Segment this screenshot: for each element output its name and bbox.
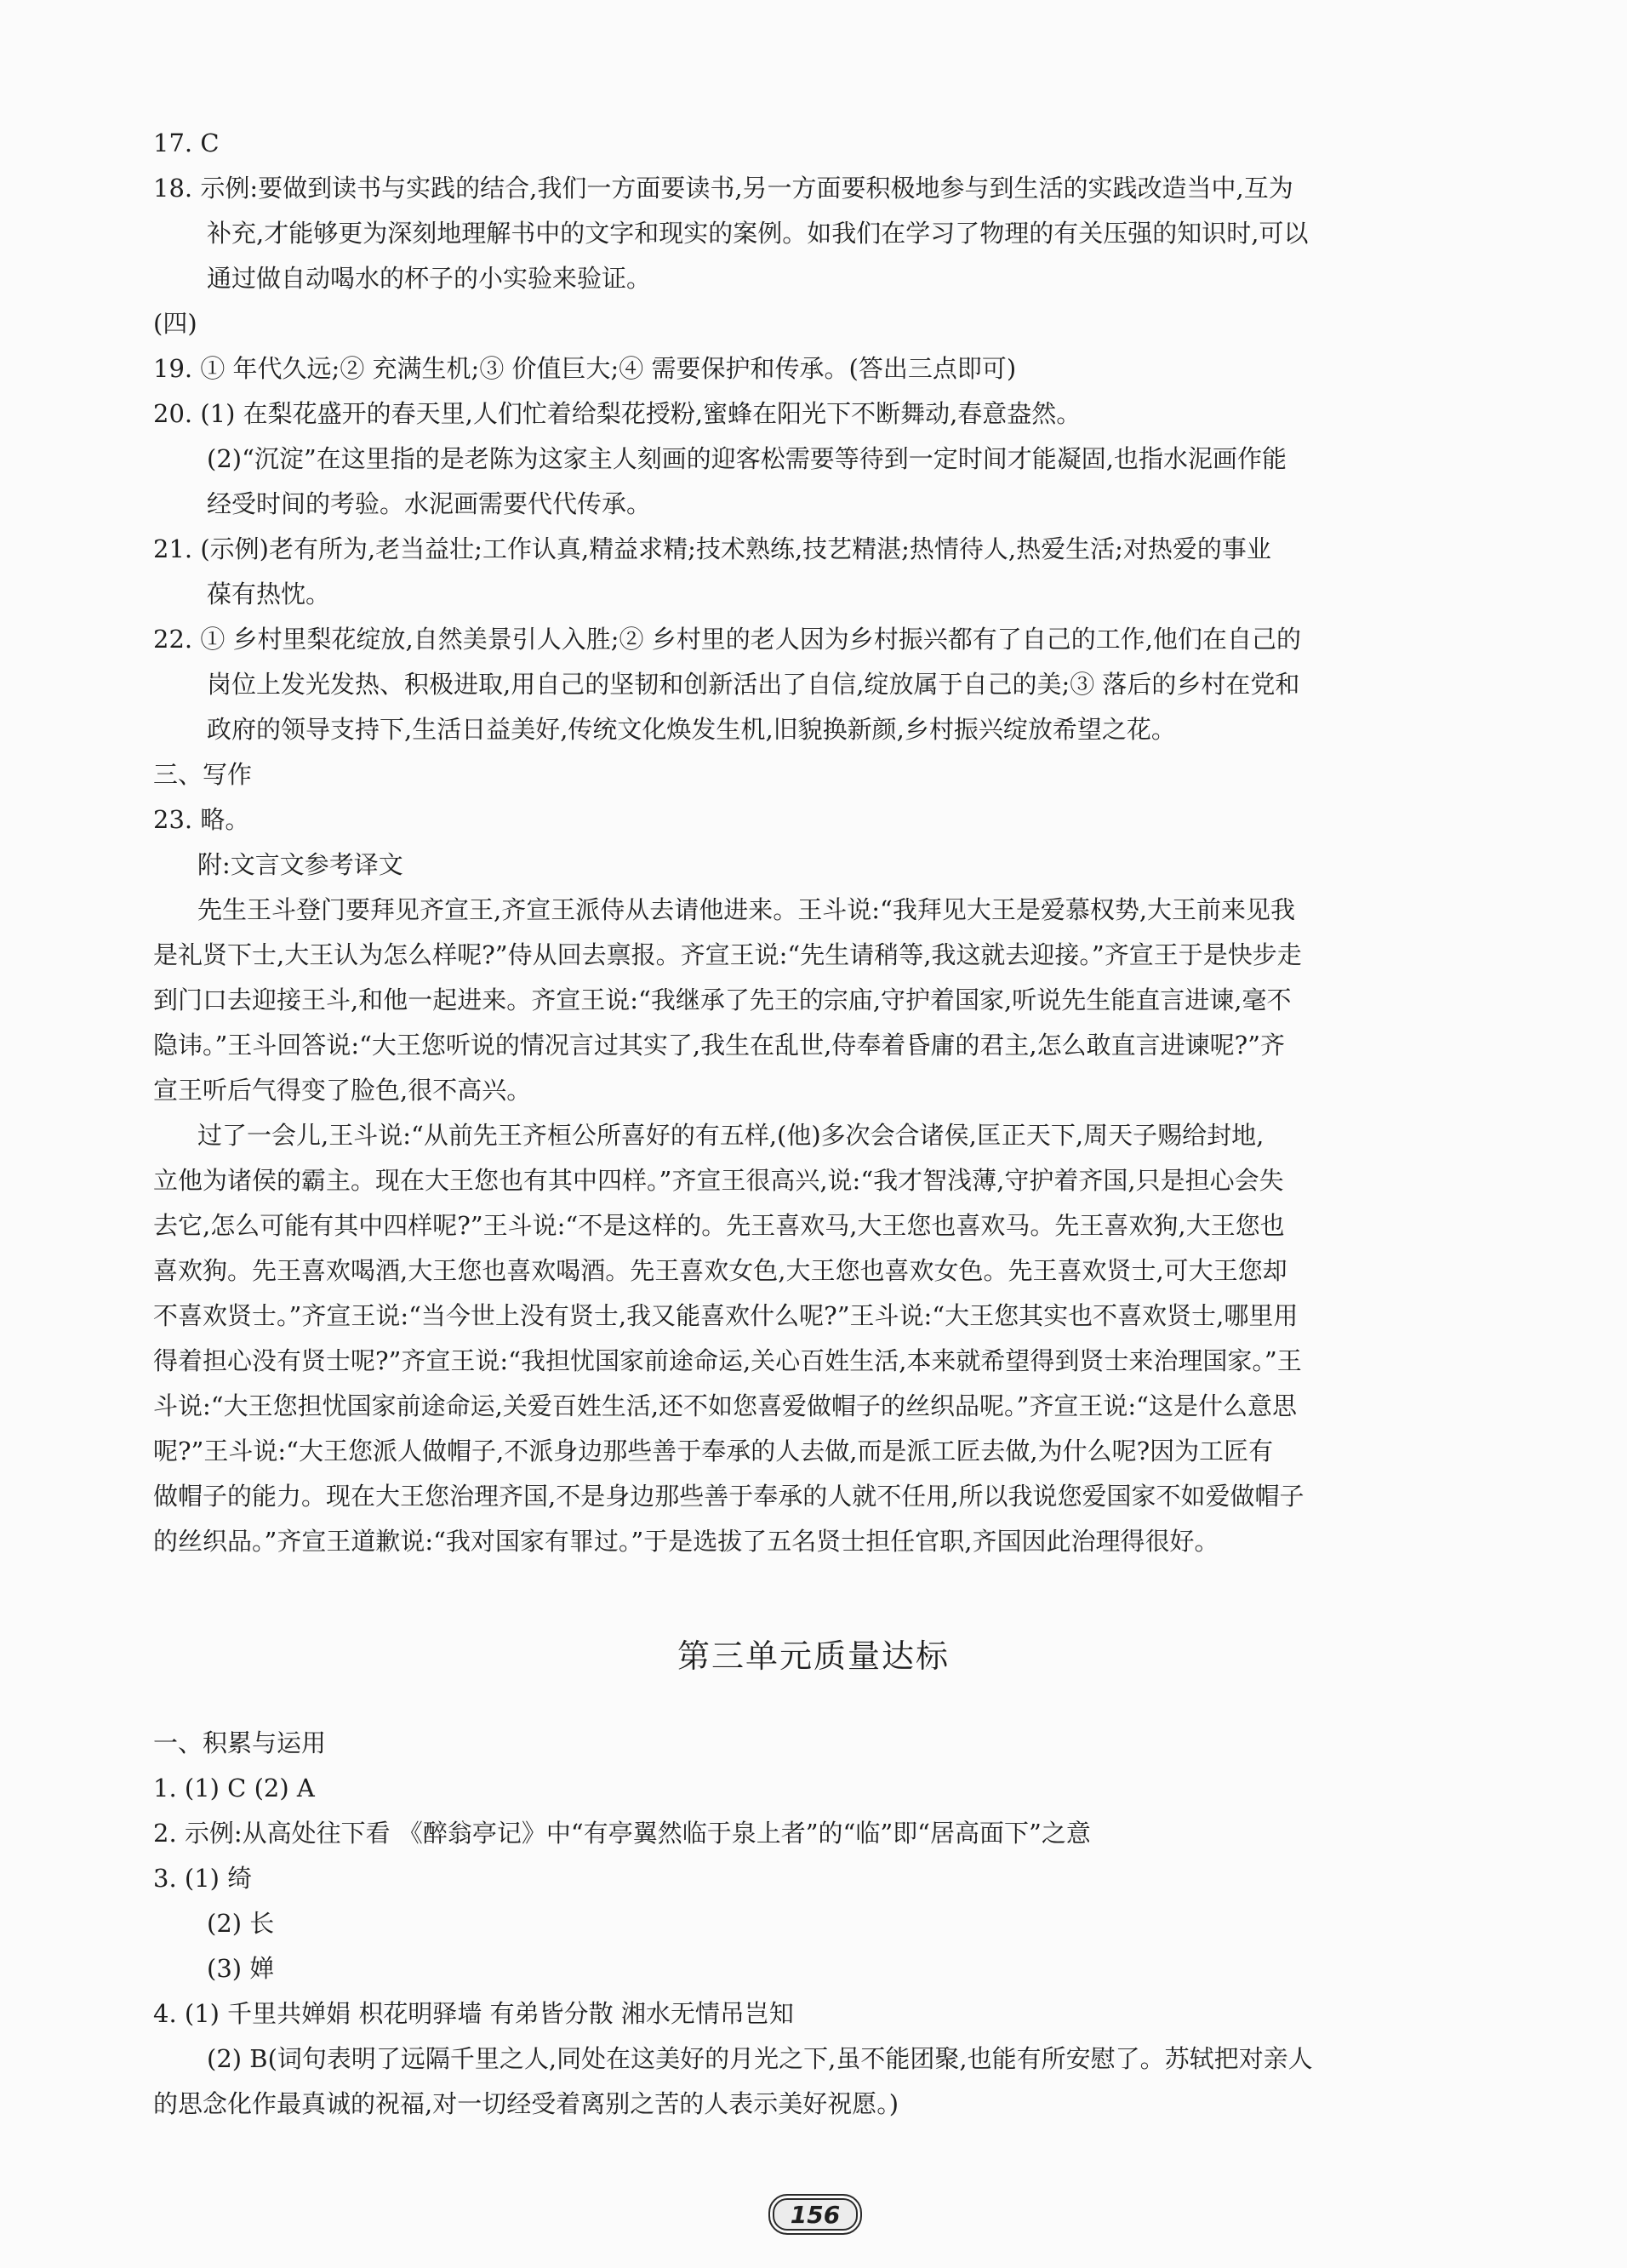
translation-line: 是礼贤下士,大王认为怎么样呢?”侍从回去禀报。齐宣王说:“先生请稍等,我这就去迎接。”齐宣王于是快步走 (153, 940, 1302, 969)
answer-3: 3. (1) 绮 (153, 1864, 253, 1893)
translation-line: 去它,怎么可能有其中四样呢?”王斗说:“不是这样的。先王喜欢马,大王您也喜欢马。先王喜欢狗,大王您也 (153, 1211, 1285, 1240)
answer-3-2: (2) 长 (207, 1909, 275, 1938)
translation-line: 过了一会儿,王斗说:“从前先王齐桓公所喜好的有五样,(他)多次会合诸侯,匡正天下,周天子赐给封地, (197, 1121, 1264, 1150)
translation-line: 宣王听后气得变了脸色,很不高兴。 (153, 1076, 532, 1105)
translation-line: 不喜欢贤士。”齐宣王说:“当今世上没有贤士,我又能喜欢什么呢?”王斗说:“大王您其实也不喜欢贤士,哪里用 (153, 1301, 1299, 1330)
answer-23: 23. 略。 (153, 805, 250, 834)
answer-21: 21. (示例)老有所为,老当益壮;工作认真,精益求精;技术熟练,技艺精湛;热情待人,热爱生活;对热爱的事业 (153, 534, 1271, 563)
translation-line: 的丝织品。”齐宣王道歉说:“我对国家有罪过。”于是选拔了五名贤士担任官职,齐国因此治理得很好。 (153, 1527, 1219, 1556)
answer-4: 4. (1) 千里共婵娟 枳花明驿墙 有弟皆分散 湘水无情吊岂知 (153, 1999, 794, 2028)
translation-line: 立他为诸侯的霸主。现在大王您也有其中四样。”齐宣王很高兴,说:“我才智浅薄,守护着齐国,只是担心会失 (153, 1166, 1284, 1195)
answer-2: 2. 示例:从高处往下看 《醉翁亭记》中“有亭翼然临于泉上者”的“临”即“居高面下”之意 (153, 1819, 1091, 1848)
translation-line: 喜欢狗。先王喜欢喝酒,大王您也喜欢喝酒。先王喜欢女色,大王您也喜欢女色。先王喜欢贤士,可大王您却 (153, 1256, 1287, 1285)
answer-1: 1. (1) C (2) A (153, 1774, 315, 1802)
answer-21-cont: 葆有热忱。 (207, 580, 331, 608)
answer-20-2: (2)“沉淀”在这里指的是老陈为这家主人刻画的迎客松需要等待到一定时间才能凝固,也指水泥画作能 (207, 444, 1287, 473)
page-number: 156 (768, 2194, 862, 2235)
section-heading: 三、写作 (153, 760, 253, 789)
answer-20: 20. (1) 在梨花盛开的春天里,人们忙着给梨花授粉,蜜蜂在阳光下不断舞动,春意盎然。 (153, 399, 1082, 428)
section-heading: (四) (153, 309, 197, 338)
section-heading: 一、积累与运用 (153, 1728, 327, 1757)
answer-18-cont: 通过做自动喝水的杯子的小实验来验证。 (207, 264, 652, 293)
translation-line: 呢?”王斗说:“大王您派人做帽子,不派身边那些善于奉承的人去做,而是派工匠去做,为什么呢?因为工匠有 (153, 1437, 1274, 1465)
answer-17: 17. C (153, 129, 220, 157)
translation-line: 隐讳。”王斗回答说:“大王您听说的情况言过其实了,我生在乱世,侍奉着昏庸的君主,怎么敢直言进谏呢?”齐 (153, 1031, 1285, 1060)
answer-22-cont: 岗位上发光发热、积极进取,用自己的坚韧和创新活出了自信,绽放属于自己的美;③ 落后的乡村在党和 (207, 670, 1300, 699)
answer-20-cont: 经受时间的考验。水泥画需要代代传承。 (207, 489, 652, 518)
translation-line: 斗说:“大王您担忧国家前途命运,关爱百姓生活,还不如您喜爱做帽子的丝织品呢。”齐宣王说:“这是什么意思 (153, 1391, 1297, 1420)
answer-22: 22. ① 乡村里梨花绽放,自然美景引人入胜;② 乡村里的老人因为乡村振兴都有了自己的工作,他们在自己的 (153, 625, 1301, 654)
answer-19: 19. ① 年代久远;② 充满生机;③ 价值巨大;④ 需要保护和传承。(答出三点即可) (153, 354, 1017, 383)
answer-18-cont: 补充,才能够更为深刻地理解书中的文字和现实的案例。如我们在学习了物理的有关压强的知识时,可以 (207, 219, 1309, 248)
unit-title: 第三单元质量达标 (676, 1637, 950, 1675)
answer-22-cont: 政府的领导支持下,生活日益美好,传统文化焕发生机,旧貌换新颜,乡村振兴绽放希望之花。 (207, 715, 1176, 744)
answer-4-2: (2) B(词句表明了远隔千里之人,同处在这美好的月光之下,虽不能团聚,也能有所安慰了。苏轼把对亲人 (207, 2044, 1313, 2073)
answer-3-3: (3) 婵 (207, 1954, 275, 1983)
appendix-heading: 附:文言文参考译文 (197, 850, 403, 879)
translation-line: 先生王斗登门要拜见齐宣王,齐宣王派侍从去请他进来。王斗说:“我拜见大王是爱慕权势,大王前来见我 (197, 895, 1296, 924)
answer-18: 18. 示例:要做到读书与实践的结合,我们一方面要读书,另一方面要积极地参与到生活的实践改造当中,互为 (153, 174, 1293, 203)
translation-line: 做帽子的能力。现在大王您治理齐国,不是身边那些善于奉承的人就不任用,所以我说您爱国家不如爱做帽子 (153, 1482, 1304, 1511)
translation-line: 得着担心没有贤士呢?”齐宣王说:“我担忧国家前途命运,关心百姓生活,本来就希望得到贤士来治理国家。”王 (153, 1346, 1302, 1375)
answer-4-cont: 的思念化作最真诚的祝福,对一切经受着离别之苦的人表示美好祝愿。) (153, 2089, 899, 2118)
translation-line: 到门口去迎接王斗,和他一起进来。齐宣王说:“我继承了先王的宗庙,守护着国家,听说先生能直言进谏,毫不 (153, 985, 1292, 1014)
